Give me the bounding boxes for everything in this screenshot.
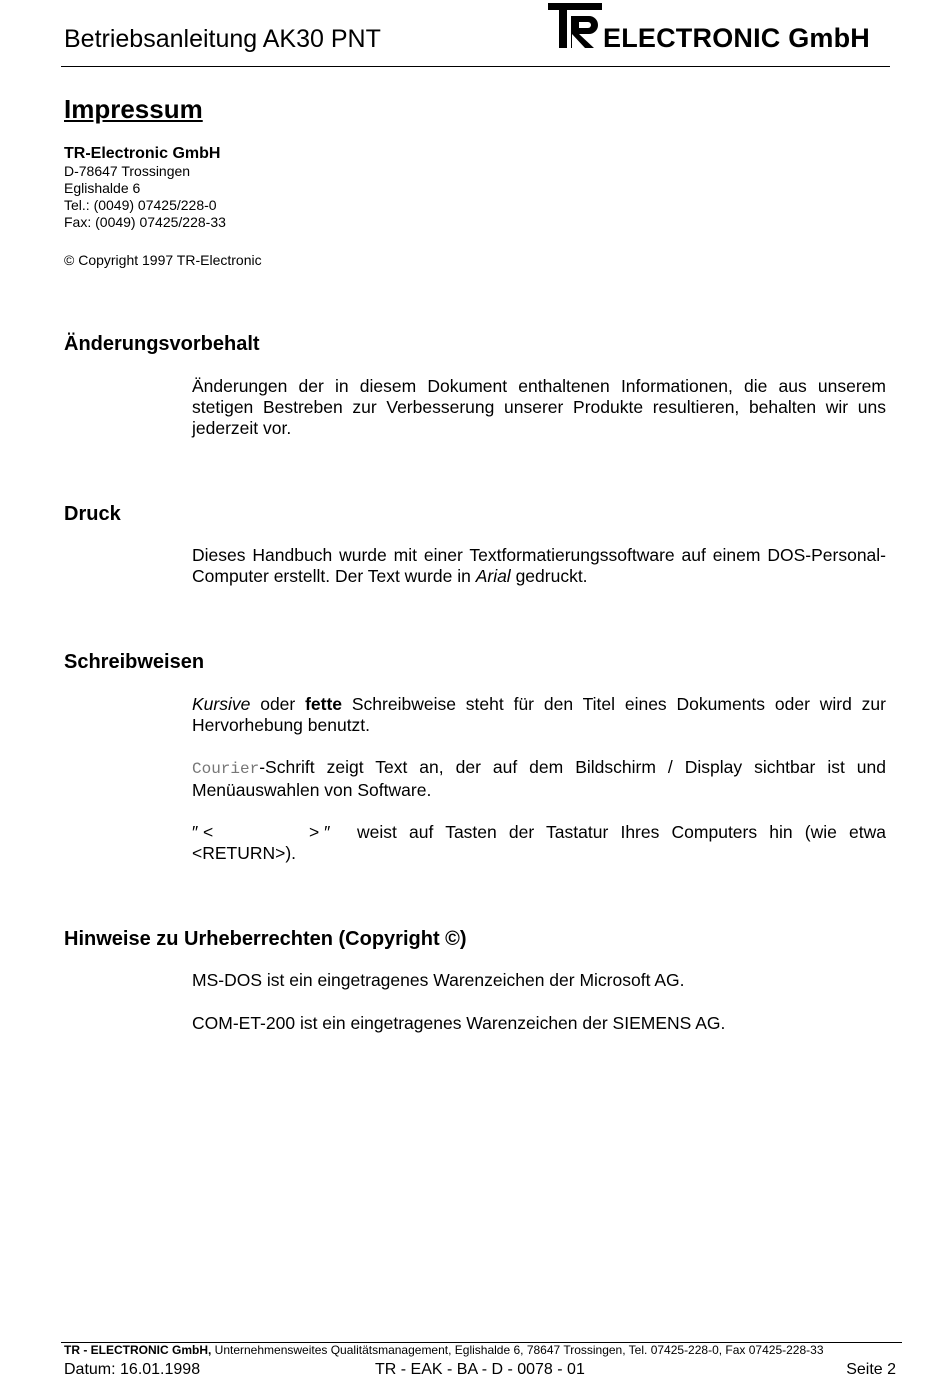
copyright-notice: © Copyright 1997 TR-Electronic [64, 252, 262, 268]
footer-page-number: Seite 2 [846, 1361, 896, 1378]
company-logo [547, 2, 892, 52]
bold-example: fette [305, 694, 343, 714]
address-line: Eglishalde 6 [64, 180, 141, 196]
trademark-comet200: COM-ET-200 ist ein eingetragenes Warenzeichen der SIEMENS AG. [192, 1013, 726, 1033]
schreibweisen-paragraph-1 [192, 694, 886, 736]
courier-example: Courier [192, 760, 260, 778]
footer-date: Datum: 16.01.1998 [64, 1361, 201, 1378]
key-close-marker: > ″ [309, 822, 331, 842]
inline-text: oder [250, 694, 306, 714]
tr-logo-icon [547, 2, 603, 50]
schreibweisen-paragraph-3-line-2: <RETURN>). [192, 843, 297, 863]
key-description: weist auf Tasten der Tastatur Ihres Computers hin (wie etwa [357, 822, 886, 842]
druck-paragraph [192, 545, 886, 587]
footer-doc-number: TR - EAK - BA - D - 0078 - 01 [375, 1361, 585, 1378]
footer-company-name: TR - ELECTRONIC GmbH, [64, 1343, 212, 1357]
address-line: D-78647 Trossingen [64, 163, 191, 179]
phone-line: Tel.: (0049) 07425/228-0 [64, 197, 217, 213]
header-divider [61, 66, 890, 67]
inline-text: Schreibweise steht für den Titel eines Dokuments oder wird zur Hervorhebung benutzt. [192, 694, 886, 735]
footer-company-details: Unternehmensweites Qualitätsmanagement, Eglishalde 6, 78647 Trossingen, Tel. 07425-228-0, Fax 07425-228-33 [211, 1343, 824, 1357]
druck-font-name: Arial [475, 566, 511, 586]
section-heading-druck: Druck [64, 503, 121, 525]
impressum-heading: Impressum [64, 94, 203, 124]
section-heading-copyright: Hinweise zu Urheberrechten (Copyright ©) [64, 928, 467, 950]
druck-text: Dieses Handbuch wurde mit einer Textformatierungssoftware auf einem DOS-Personal-Computer erstellt. Der Text wurde in [192, 545, 886, 586]
inline-text: -Schrift zeigt Text an, der auf dem Bildschirm / Display sichtbar ist und Menüauswahlen von Software. [192, 757, 886, 800]
section-heading-aenderungsvorbehalt: Änderungsvorbehalt [64, 333, 260, 355]
footer-company-line [64, 1343, 824, 1357]
schreibweisen-paragraph-3-line-1 [192, 822, 886, 843]
italic-example: Kursive [192, 694, 251, 714]
trademark-msdos: MS-DOS ist ein eingetragenes Warenzeichen der Microsoft AG. [192, 970, 685, 990]
section-heading-schreibweisen: Schreibweisen [64, 651, 205, 673]
logo-company-name: ELECTRONIC GmbH [603, 23, 871, 53]
schreibweisen-paragraph-2 [192, 757, 886, 801]
impressum-company: TR-Electronic GmbH [64, 145, 221, 162]
aenderungsvorbehalt-paragraph: Änderungen der in diesem Dokument enthaltenen Informationen, die aus unserem stetigen Bestreben zur Verbesserung unserer Produkte resultieren, behalten wir uns jederzeit vor. [192, 376, 886, 438]
key-open-marker: ″ < [192, 822, 214, 842]
druck-text-end: gedruckt. [510, 566, 588, 586]
fax-line: Fax: (0049) 07425/228-33 [64, 214, 226, 230]
document-title: Betriebsanleitung AK30 PNT [64, 25, 381, 53]
